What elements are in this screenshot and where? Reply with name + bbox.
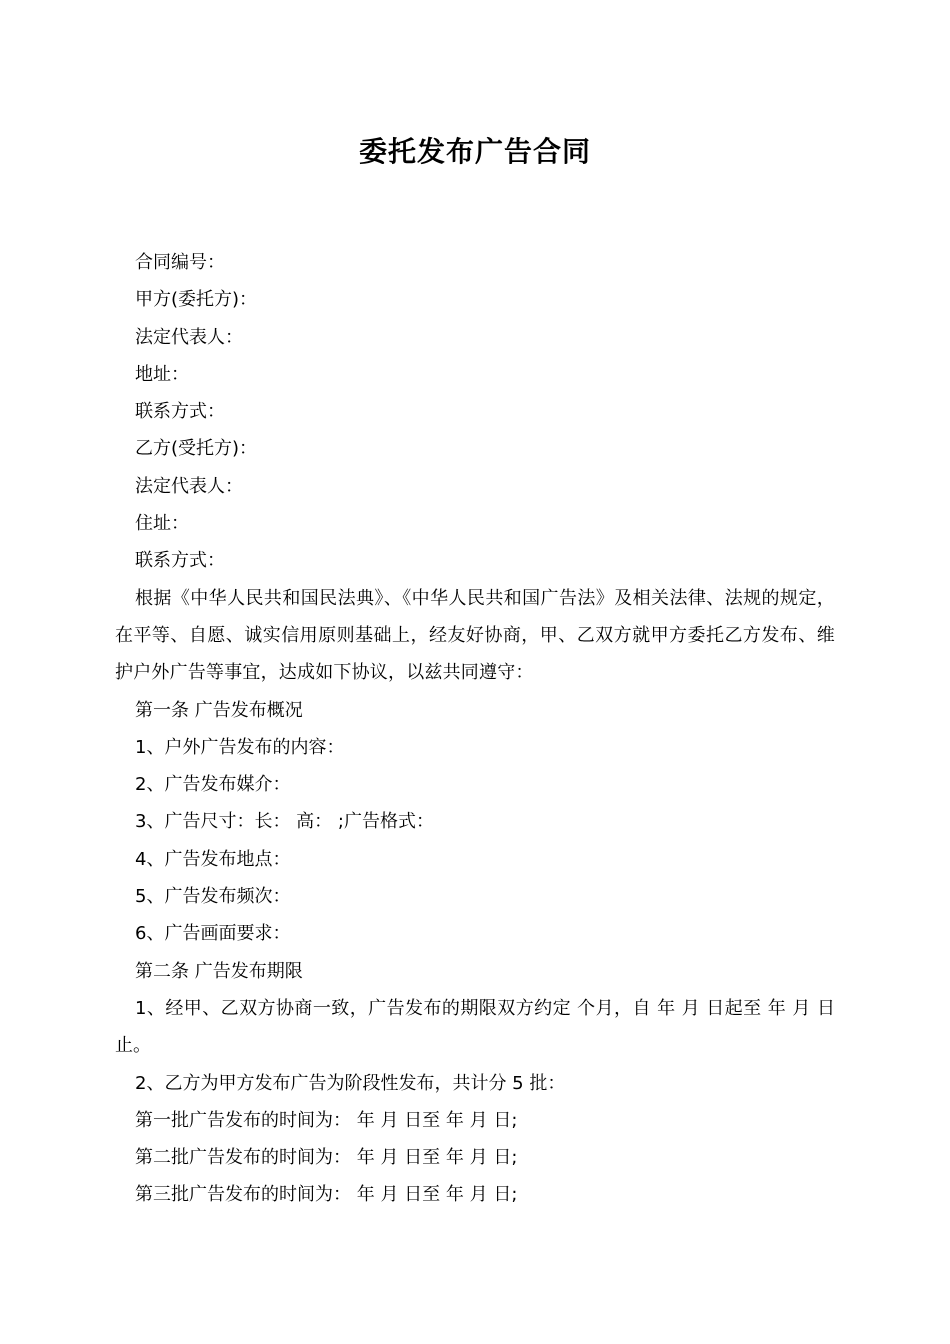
batch-schedule-line: 第二批广告发布的时间为： 年 月 日至 年 月 日;: [135, 1147, 518, 1169]
article-2-heading: 第二条 广告发布期限: [135, 960, 303, 982]
party-a-address-field: 地址：: [135, 363, 189, 385]
article-1-item: 3、广告尺寸：长： 高： ;广告格式：: [135, 811, 434, 833]
article-1-item: 5、广告发布频次：: [135, 886, 291, 908]
party-b-contact-field: 联系方式：: [135, 550, 225, 572]
party-b-representative-field: 法定代表人：: [135, 475, 243, 497]
party-b-field: 乙方(受托方)：: [135, 438, 258, 460]
batch-schedule-line: 第一批广告发布的时间为： 年 月 日至 年 月 日;: [135, 1109, 518, 1131]
article-2-item-1: 1、经甲、乙双方协商一致，广告发布的期限双方约定 个月，自 年 月 日起至 年 月 日止。: [115, 997, 835, 1057]
article-1-item: 1、户外广告发布的内容：: [135, 736, 345, 758]
batch-schedule-line: 第三批广告发布的时间为： 年 月 日至 年 月 日;: [135, 1184, 518, 1206]
contract-number-field: 合同编号：: [135, 252, 225, 273]
article-1-item: 2、广告发布媒介：: [135, 774, 291, 796]
party-a-representative-field: 法定代表人：: [135, 326, 243, 348]
article-1-item: 6、广告画面要求：: [135, 923, 291, 945]
document-body: [115, 244, 835, 1214]
party-b-address-field: 住址：: [135, 513, 189, 535]
party-a-field: 甲方(委托方)：: [135, 289, 258, 311]
article-1-item: 4、广告发布地点：: [135, 848, 291, 870]
party-a-contact-field: 联系方式：: [135, 401, 225, 423]
article-1-heading: 第一条 广告发布概况: [135, 699, 303, 721]
preamble-paragraph: 根据《中华人民共和国民法典》、《中华人民共和国广告法》及相关法律、法规的规定，在平等、自愿、诚实信用原则基础上，经友好协商，甲、乙双方就甲方委托乙方发布、维护户外广告等事宜，达成如下协议，以兹共同遵守：: [115, 587, 835, 684]
document-title: 委托发布广告合同: [358, 135, 591, 168]
article-2-item-2: 2、乙方为甲方发布广告为阶段性发布，共计分 5 批：: [135, 1072, 566, 1094]
